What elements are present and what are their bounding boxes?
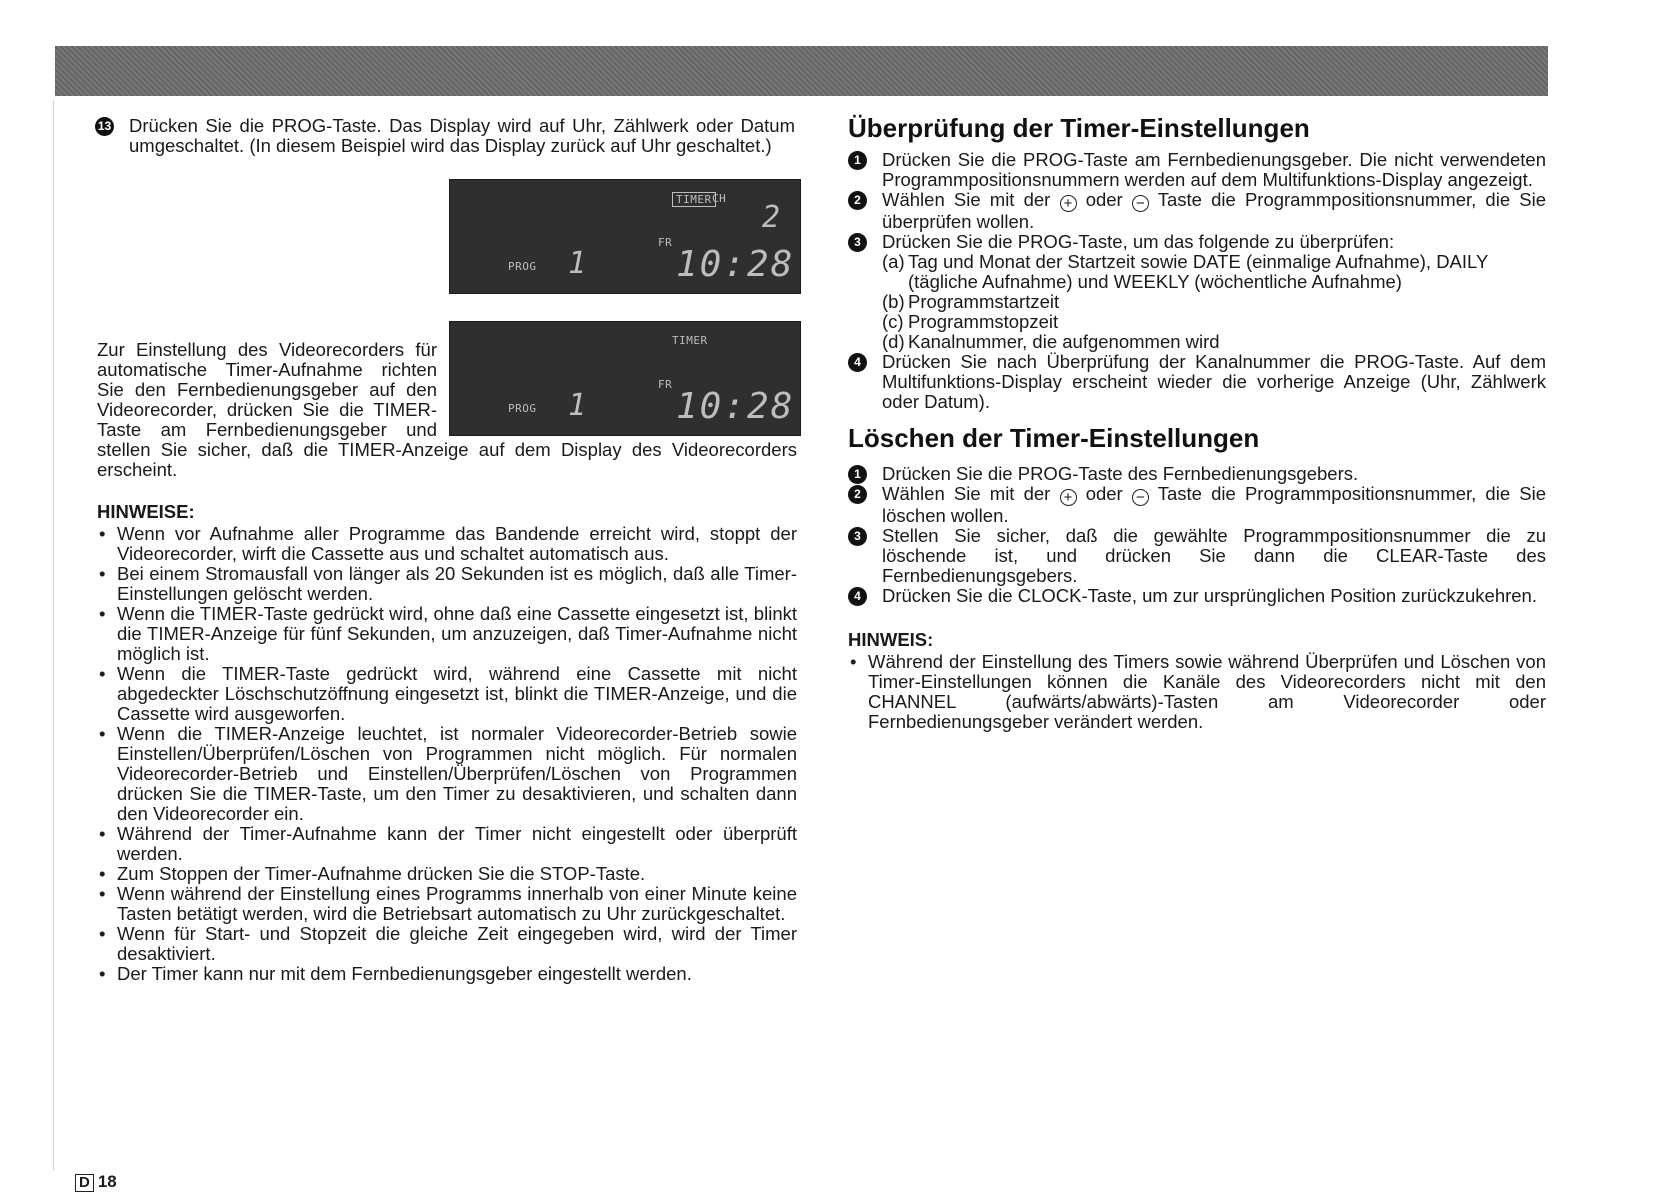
section-heading-delete: Löschen der Timer-Einstellungen bbox=[848, 423, 1260, 453]
step-number: 3 bbox=[848, 527, 867, 546]
list-item: • Zum Stoppen der Timer-Aufnahme drücken Sie die STOP-Taste. bbox=[97, 864, 797, 884]
sub-text: Kanalnummer, die aufgenommen wird bbox=[908, 331, 1220, 352]
sub-key: (b) bbox=[882, 291, 905, 312]
step-text: Drücken Sie die PROG-Taste, um das folgende zu überprüfen: bbox=[882, 231, 1395, 252]
step-number: 3 bbox=[848, 233, 867, 252]
step-text: Drücken Sie die PROG-Taste. Das Display wird auf Uhr, Zählwerk oder Datum umgeschaltet. (In diesem Beispiel wird das Display zurück auf Uhr geschaltet.) bbox=[129, 115, 795, 156]
right-column bbox=[848, 112, 1546, 732]
step-text: Taste die Programmpositionsnummer, die Sie überprüfen wollen. bbox=[882, 189, 1547, 232]
list-item: • Wenn die TIMER-Taste gedrückt wird, ohne daß eine Cassette eingesetzt ist, blinkt die TIMER-Anzeige für fünf Sekunden, um anzuzeigen, daß Timer-Aufnahme nicht möglich ist. bbox=[97, 604, 797, 664]
timer-indicator: TIMER bbox=[672, 192, 716, 207]
step-number: 1 bbox=[848, 465, 867, 484]
page-footer bbox=[75, 1172, 117, 1192]
note-list bbox=[848, 652, 1546, 732]
step-text: Drücken Sie die PROG-Taste des Fernbedienungsgebers. bbox=[882, 463, 1359, 484]
step-number: 1 bbox=[848, 151, 867, 170]
check-step-1 bbox=[848, 150, 1546, 190]
step-number: 2 bbox=[848, 191, 867, 210]
list-item: • Wenn die TIMER-Taste gedrückt wird, während eine Cassette mit nicht abgedeckter Löschschutzöffnung eingesetzt ist, blinkt die TIMER-Anzeige, und die Cassette wird ausgeworfen. bbox=[97, 664, 797, 724]
list-item: • Wenn die TIMER-Anzeige leuchtet, ist normaler Videorecorder-Betrieb sowie Einstellen/Überprüfen/Löschen von Programmen nicht möglich. Für normalen Videorecorder-Betrieb und Einstellen/Überprüfen/Löschen von Programmen drücken Sie die TIMER-Taste, um den Timer zu desaktivieren, und schalten dann den Videorecorder ein. bbox=[97, 724, 797, 824]
check-step-3 bbox=[848, 232, 1546, 252]
list-item bbox=[882, 312, 1546, 332]
check-substeps bbox=[848, 252, 1546, 352]
step-13 bbox=[95, 116, 795, 156]
time-digits: 10:28 bbox=[676, 386, 795, 427]
step-number: 2 bbox=[848, 485, 867, 504]
delete-step-2 bbox=[848, 484, 1546, 526]
sub-key: (c) bbox=[882, 311, 904, 332]
fr-indicator: FR bbox=[658, 378, 673, 391]
prog-number: 1 bbox=[568, 388, 587, 423]
list-item: • Während der Timer-Aufnahme kann der Timer nicht eingestellt oder überprüft werden. bbox=[97, 824, 797, 864]
step-text: Drücken Sie die CLOCK-Taste, um zur ursprünglichen Position zurückzukehren. bbox=[882, 585, 1537, 606]
plus-icon: + bbox=[1060, 195, 1077, 212]
note-title: HINWEIS: bbox=[848, 629, 934, 650]
step-number: 13 bbox=[95, 117, 114, 136]
list-item bbox=[882, 292, 1546, 312]
sub-text: Programmstopzeit bbox=[908, 311, 1059, 332]
step-text: oder bbox=[1085, 483, 1123, 504]
step-text: Wählen Sie mit der bbox=[882, 483, 1051, 504]
sub-key: (a) bbox=[882, 251, 905, 272]
margin-rule bbox=[53, 100, 54, 1170]
minus-icon: − bbox=[1132, 195, 1149, 212]
fr-indicator: FR bbox=[658, 236, 673, 249]
sub-key: (d) bbox=[882, 331, 905, 352]
list-item: • Wenn vor Aufnahme aller Programme das Bandende erreicht wird, stoppt der Videorecorder, wirft die Cassette aus und schaltet automatisch aus. bbox=[97, 524, 797, 564]
header-bar bbox=[55, 46, 1548, 96]
list-item bbox=[882, 332, 1546, 352]
list-item: • Bei einem Stromausfall von länger als 20 Sekunden ist es möglich, daß alle Timer-Einstellungen gelöscht werden. bbox=[97, 564, 797, 604]
list-item: • Wenn für Start- und Stopzeit die gleiche Zeit eingegeben wird, wird der Timer desaktiviert. bbox=[97, 924, 797, 964]
minus-icon: − bbox=[1132, 489, 1149, 506]
list-item: • Während der Einstellung des Timers sowie während Überprüfen und Löschen von Timer-Einstellungen können die Kanäle des Videorecorders nicht mit den CHANNEL (aufwärts/abwärts)-Tasten am Videorecorder oder Fernbedienungsgeber verändert werden. bbox=[848, 652, 1546, 732]
step-text: Wählen Sie mit der bbox=[882, 189, 1051, 210]
ch-indicator: CH bbox=[712, 192, 727, 205]
plus-icon: + bbox=[1060, 489, 1077, 506]
sub-text: Tag und Monat der Startzeit sowie DATE (einmalige Aufnahme), DAILY (tägliche Aufnahme) und WEEKLY (wöchentliche Aufnahme) bbox=[908, 251, 1488, 292]
delete-step-3 bbox=[848, 526, 1546, 586]
step-text: oder bbox=[1085, 189, 1123, 210]
time-digits: 10:28 bbox=[676, 244, 795, 285]
step-number: 4 bbox=[848, 587, 867, 606]
timer-indicator: TIMER bbox=[672, 334, 708, 347]
prog-indicator: PROG bbox=[508, 402, 537, 415]
prog-indicator: PROG bbox=[508, 260, 537, 273]
step-text: Drücken Sie nach Überprüfung der Kanalnummer die PROG-Taste. Auf dem Multifunktions-Display erscheint wieder die vorherige Anzeige (Uhr, Zählwerk oder Datum). bbox=[882, 351, 1546, 412]
step-number: 4 bbox=[848, 353, 867, 372]
page-number: 18 bbox=[97, 1172, 117, 1191]
step-text: Stellen Sie sicher, daß die gewählte Programmpositionsnummer die zu löschende ist, und drücken Sie dann die CLEAR-Taste des Fernbedienungsgebers. bbox=[882, 525, 1546, 586]
list-item: • Wenn während der Einstellung eines Programms innerhalb von einer Minute keine Tasten betätigt werden, wird die Betriebsart automatisch zu Uhr zurückgeschaltet. bbox=[97, 884, 797, 924]
step-text: Drücken Sie die PROG-Taste am Fernbedienungsgeber. Die nicht verwendeten Programmpositionsnummern werden auf dem Multifunktions-Display angezeigt. bbox=[882, 149, 1546, 190]
language-badge: D bbox=[75, 1174, 94, 1192]
delete-step-1 bbox=[848, 464, 1546, 484]
prog-number: 1 bbox=[568, 246, 587, 281]
vcr-display-1 bbox=[449, 179, 801, 294]
sub-text: Programmstartzeit bbox=[908, 291, 1060, 312]
channel-digit: 2 bbox=[762, 200, 781, 235]
list-item: • Der Timer kann nur mit dem Fernbedienungsgeber eingestellt werden. bbox=[97, 964, 797, 984]
notes-title: HINWEISE: bbox=[97, 501, 195, 522]
delete-step-4 bbox=[848, 586, 1546, 606]
check-step-4 bbox=[848, 352, 1546, 412]
section-heading-check: Überprüfung der Timer-Einstellungen bbox=[848, 113, 1310, 143]
notes-list bbox=[97, 524, 797, 984]
left-body bbox=[97, 340, 797, 984]
list-item bbox=[882, 252, 1546, 292]
step-text: Taste die Programmpositionsnummer, die Sie löschen wollen. bbox=[882, 483, 1547, 526]
left-column bbox=[95, 116, 795, 156]
timer-setup-paragraph: Zur Einstellung des Videorecorders für automatische Timer-Aufnahme richten Sie den Fernbedienungsgeber auf den Videorecorder, drücken Sie die TIMER-Taste am Fernbedienungsgeber und stellen Sie sicher, daß die TIMER-Anzeige auf dem Display des Videorecorders erscheint. bbox=[97, 339, 797, 480]
check-step-2 bbox=[848, 190, 1546, 232]
